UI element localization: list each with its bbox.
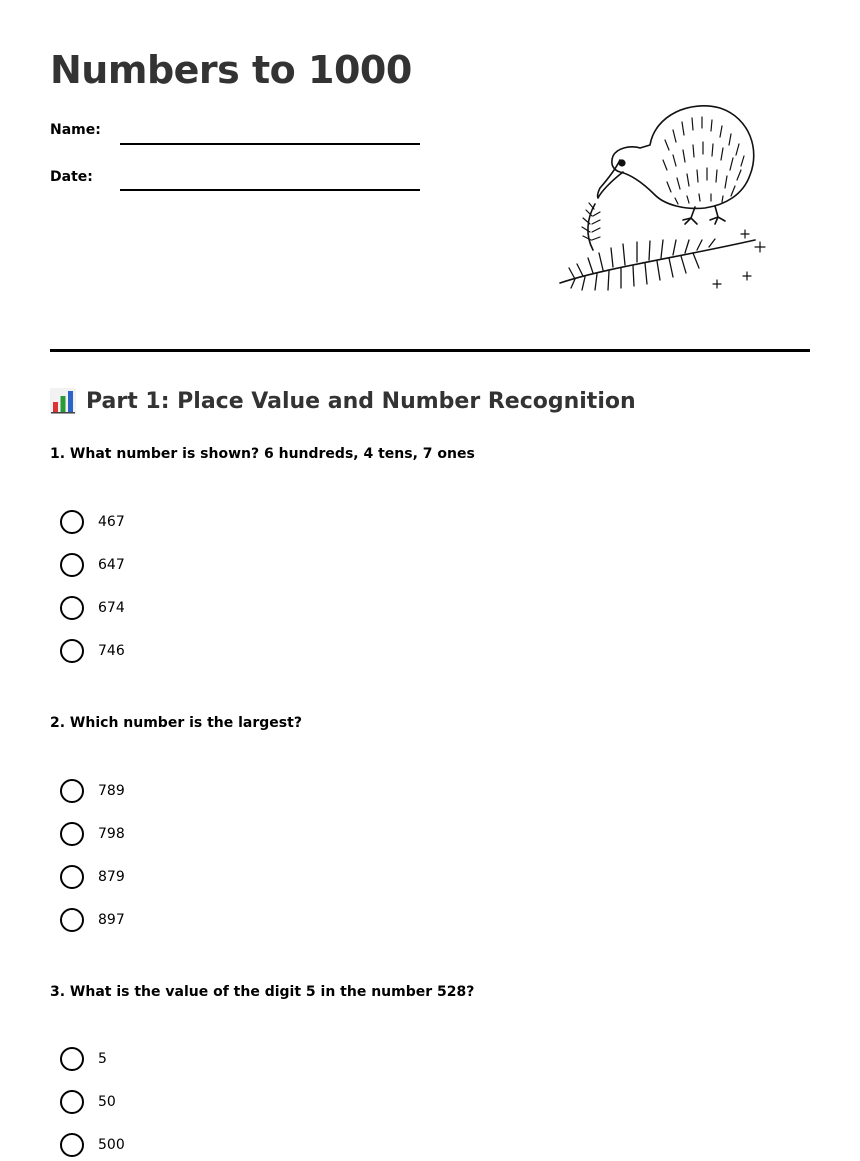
date-label: Date: bbox=[50, 169, 93, 185]
radio-button[interactable] bbox=[60, 1047, 84, 1071]
q1-option-1[interactable] bbox=[60, 509, 125, 535]
radio-button[interactable] bbox=[60, 553, 84, 577]
q1-option-3[interactable] bbox=[60, 595, 125, 621]
option-label: 5 bbox=[98, 1051, 107, 1067]
radio-button[interactable] bbox=[60, 596, 84, 620]
option-label: 897 bbox=[98, 912, 125, 928]
option-label: 500 bbox=[98, 1137, 125, 1153]
question-2: 2. Which number is the largest? bbox=[50, 715, 302, 731]
option-label: 789 bbox=[98, 783, 125, 799]
option-label: 674 bbox=[98, 600, 125, 616]
radio-button[interactable] bbox=[60, 908, 84, 932]
section-divider bbox=[50, 349, 810, 352]
kiwi-bird-illustration bbox=[555, 100, 770, 295]
name-field-line[interactable] bbox=[120, 143, 420, 145]
q3-option-2[interactable] bbox=[60, 1089, 116, 1115]
option-label: 50 bbox=[98, 1094, 116, 1110]
option-label: 467 bbox=[98, 514, 125, 530]
q2-option-4[interactable] bbox=[60, 907, 125, 933]
section-title-text: Part 1: Place Value and Number Recognition bbox=[86, 388, 636, 414]
question-3: 3. What is the value of the digit 5 in the number 528? bbox=[50, 984, 475, 1000]
radio-button[interactable] bbox=[60, 822, 84, 846]
worksheet-title: Numbers to 1000 bbox=[50, 48, 412, 92]
radio-button[interactable] bbox=[60, 639, 84, 663]
q2-option-2[interactable] bbox=[60, 821, 125, 847]
radio-button[interactable] bbox=[60, 779, 84, 803]
option-label: 879 bbox=[98, 869, 125, 885]
option-label: 798 bbox=[98, 826, 125, 842]
question-1: 1. What number is shown? 6 hundreds, 4 tens, 7 ones bbox=[50, 446, 475, 462]
option-label: 647 bbox=[98, 557, 125, 573]
bar-chart-icon bbox=[50, 388, 76, 414]
radio-button[interactable] bbox=[60, 1133, 84, 1157]
q1-option-2[interactable] bbox=[60, 552, 125, 578]
radio-button[interactable] bbox=[60, 1090, 84, 1114]
section-title bbox=[50, 388, 636, 414]
name-label: Name: bbox=[50, 122, 101, 138]
q2-option-3[interactable] bbox=[60, 864, 125, 890]
radio-button[interactable] bbox=[60, 865, 84, 889]
option-label: 746 bbox=[98, 643, 125, 659]
date-field-line[interactable] bbox=[120, 189, 420, 191]
q3-option-3[interactable] bbox=[60, 1132, 125, 1158]
radio-button[interactable] bbox=[60, 510, 84, 534]
q2-option-1[interactable] bbox=[60, 778, 125, 804]
q3-option-1[interactable] bbox=[60, 1046, 107, 1072]
q1-option-4[interactable] bbox=[60, 638, 125, 664]
